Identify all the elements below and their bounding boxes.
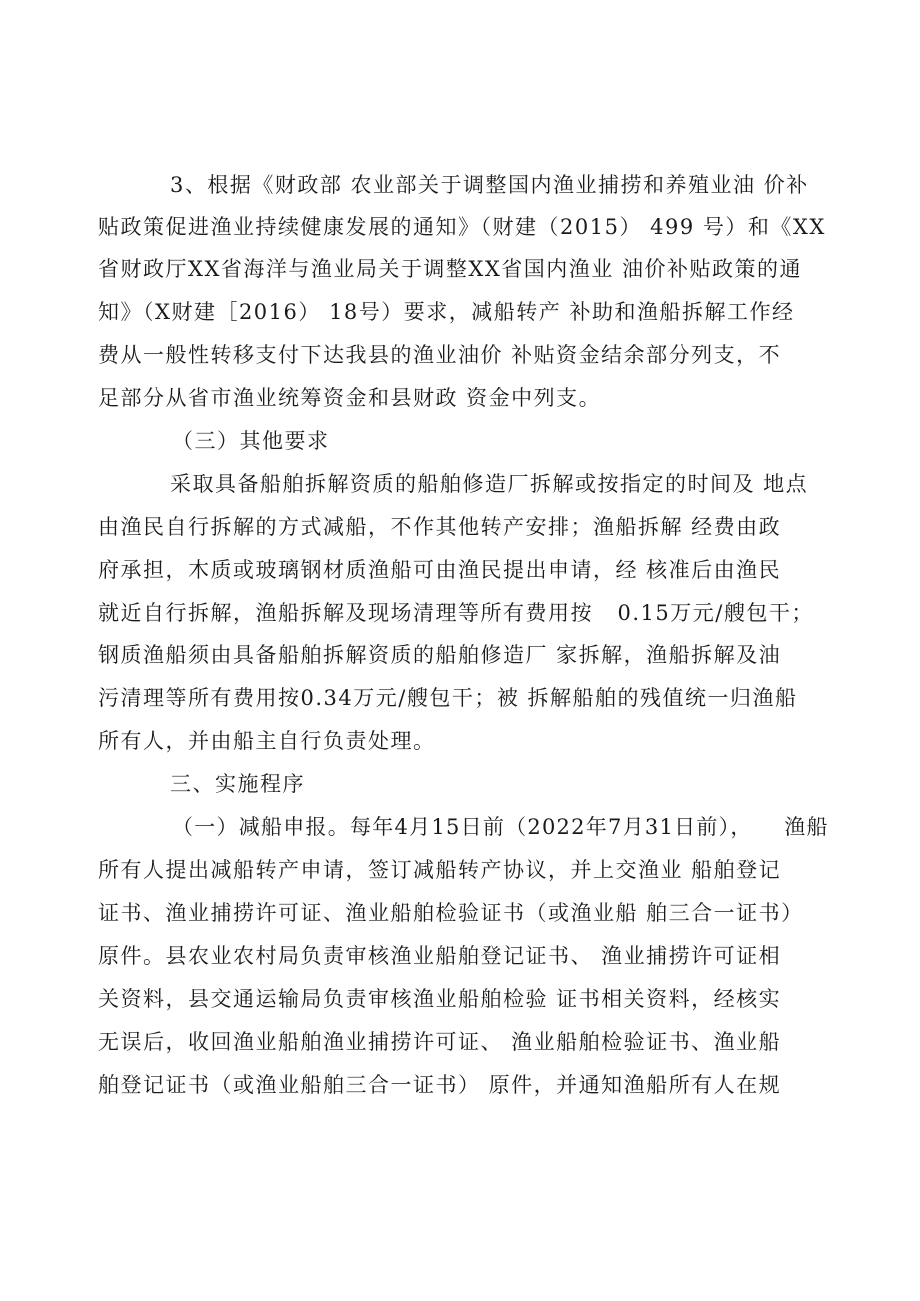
paragraph-line: 就近自行拆解，渔船拆解及现场清理等所有费用按 0.15万元/艘包干；: [98, 601, 814, 625]
paragraph-line: 无误后，收回渔业船舶渔业捕捞许可证、 渔业船舶检验证书、渔业船: [98, 1030, 782, 1054]
paragraph-line: 污清理等所有费用按0.34万元/艘包干；被 拆解船舶的残值统一归渔船: [98, 686, 798, 710]
paragraph-line: 证书、渔业捕捞许可证、渔业船舶检验证书（或渔业船 舶三合一证书）: [98, 901, 804, 925]
paragraph-line: 费从一般性转移支付下达我县的渔业油价 补贴资金结余部分列支，不: [98, 343, 782, 367]
paragraph-line: （一）减船申报。每年4月15日前（2022年7月31日前）， 渔船: [172, 815, 829, 839]
paragraph-line: 足部分从省市渔业统筹资金和县财政 资金中列支。: [98, 386, 602, 410]
section-heading-other-requirements: （三）其他要求: [172, 429, 330, 453]
section-heading-implementation: 三、实施程序: [170, 772, 305, 796]
paragraph-line: 原件。县农业农村局负责审核渔业船舶登记证书、 渔业捕捞许可证相: [98, 944, 782, 968]
paragraph-line: 钢质渔船须由具备船舶拆解资质的船舶修造厂 家拆解，渔船拆解及油: [98, 643, 782, 667]
paragraph-line: 知》（X财建［2016） 18号）要求，减船转产 补助和渔船拆解工作经: [98, 300, 795, 324]
paragraph-line: 采取具备船舶拆解资质的船舶修造厂拆解或按指定的时间及 地点: [170, 472, 809, 496]
paragraph-line: 贴政策促进渔业持续健康发展的通知》（财建（2015） 499 号）和《XX: [98, 215, 826, 239]
paragraph-line: 府承担，木质或玻璃钢材质渔船可由渔民提出申请，经 核准后由渔民: [98, 558, 782, 582]
paragraph-line: 3、根据《财政部 农业部关于调整国内渔业捕捞和养殖业油 价补: [170, 173, 809, 197]
paragraph-line: 由渔民自行拆解的方式减船，不作其他转产安排；渔船拆解 经费由政: [98, 515, 782, 539]
paragraph-line: 关资料，县交通运输局负责审核渔业船舶检验 证书相关资料，经核实: [98, 987, 782, 1011]
paragraph-line: 舶登记证书（或渔业船舶三合一证书） 原件，并通知渔船所有人在规: [98, 1073, 782, 1097]
paragraph-line: 省财政厅XX省海洋与渔业局关于调整XX省国内渔业 油价补贴政策的通: [98, 257, 802, 281]
paragraph-line: 所有人，并由船主自行负责处理。: [98, 729, 436, 753]
paragraph-line: 所有人提出减船转产申请，签订减船转产协议，并上交渔业 船舶登记: [98, 858, 782, 882]
